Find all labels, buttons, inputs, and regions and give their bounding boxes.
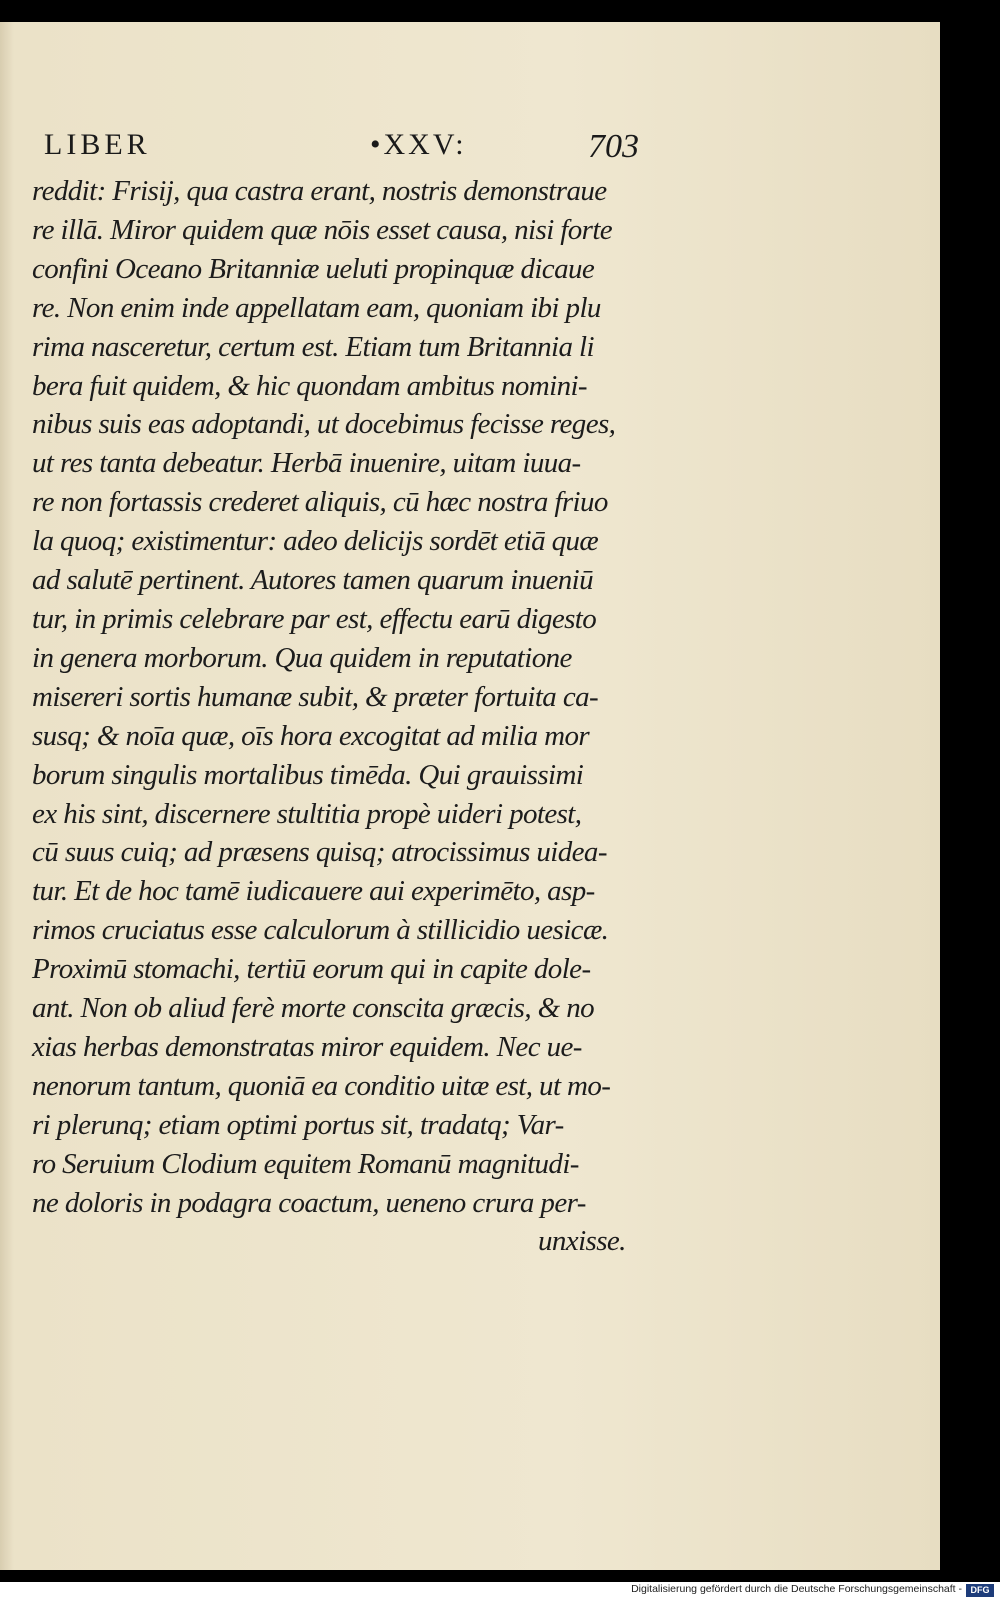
text-line: xias herbas demonstratas miror equidem. Nec ue- (32, 1030, 582, 1063)
text-line: Proximū stomachi, tertiū eorum qui in capite dole- (32, 953, 591, 986)
text-line: tur. Et de hoc tamē iudicauere aui experimēto, asp- (32, 875, 595, 908)
body-text (32, 172, 652, 1261)
text-line: reddit: Frisij, qua castra erant, nostris demonstraue (32, 175, 607, 207)
text-line: ro Seruium Clodium equitem Romanū magnitudi- (32, 1147, 579, 1180)
funding-credit: Digitalisierung gefördert durch die Deutsche Forschungsgemeinschaft - (631, 1583, 962, 1595)
text-line: cū suus cuiq; ad præsens quisq; atrocissimus uidea- (32, 836, 607, 869)
text-line: ut res tanta debeatur. Herbā inuenire, uitam iuua- (32, 447, 581, 480)
text-line: ad salutē pertinent. Autores tamen quarum inueniū (32, 564, 594, 597)
text-line: rima nasceretur, certum est. Etiam tum Britannia li (32, 330, 594, 363)
running-title: LIBER (44, 128, 151, 161)
text-line: confini Oceano Britanniæ ueluti propinquæ dicaue (32, 252, 595, 285)
text-line: in genera morborum. Qua quidem in reputatione (32, 641, 572, 674)
text-line: misereri sortis humanæ subit, & præter fortuita ca- (32, 680, 599, 713)
text-line: re illā. Miror quidem quæ nōis esset causa, nisi forte (32, 213, 613, 246)
book-number: •XXV: (370, 128, 467, 161)
text-line: tur, in primis celebrare par est, effectu earū digesto (32, 602, 597, 635)
dfg-logo: DFG (966, 1584, 994, 1597)
text-line: ant. Non ob aliud ferè morte conscita græcis, & no (32, 992, 595, 1025)
text-line: nenorum tantum, quoniā ea conditio uitæ est, ut mo- (32, 1069, 611, 1102)
text-line: rimos cruciatus esse calculorum à stillicidio uesicæ. (32, 914, 609, 947)
text-line: borum singulis mortalibus timēda. Qui grauissimi (32, 758, 584, 791)
text-line: ex his sint, discernere stultitia propè uideri potest, (32, 797, 582, 830)
text-line: re. Non enim inde appellatam eam, quoniam ibi plu (32, 291, 601, 324)
text-line: ne doloris in podagra coactum, ueneno crura per- (32, 1186, 586, 1219)
text-line: ri plerunq; etiam optimi portus sit, tradatq; Var- (32, 1108, 564, 1141)
text-line: bera fuit quidem, & hic quondam ambitus nomini- (32, 369, 587, 402)
text-line: la quoq; existimentur: adeo delicijs sordēt etiā quæ (32, 525, 599, 558)
text-line: nibus suis eas adoptandi, ut docebimus fecisse reges, (32, 408, 616, 441)
folio-number: 703 (588, 128, 639, 165)
text-line: unxisse. (538, 1225, 626, 1258)
text-line: re non fortassis crederet aliquis, cū hæc nostra friuo (32, 486, 608, 519)
running-header (40, 128, 660, 168)
text-line: susq; & noīa quæ, oīs hora excogitat ad milia mor (32, 719, 590, 752)
